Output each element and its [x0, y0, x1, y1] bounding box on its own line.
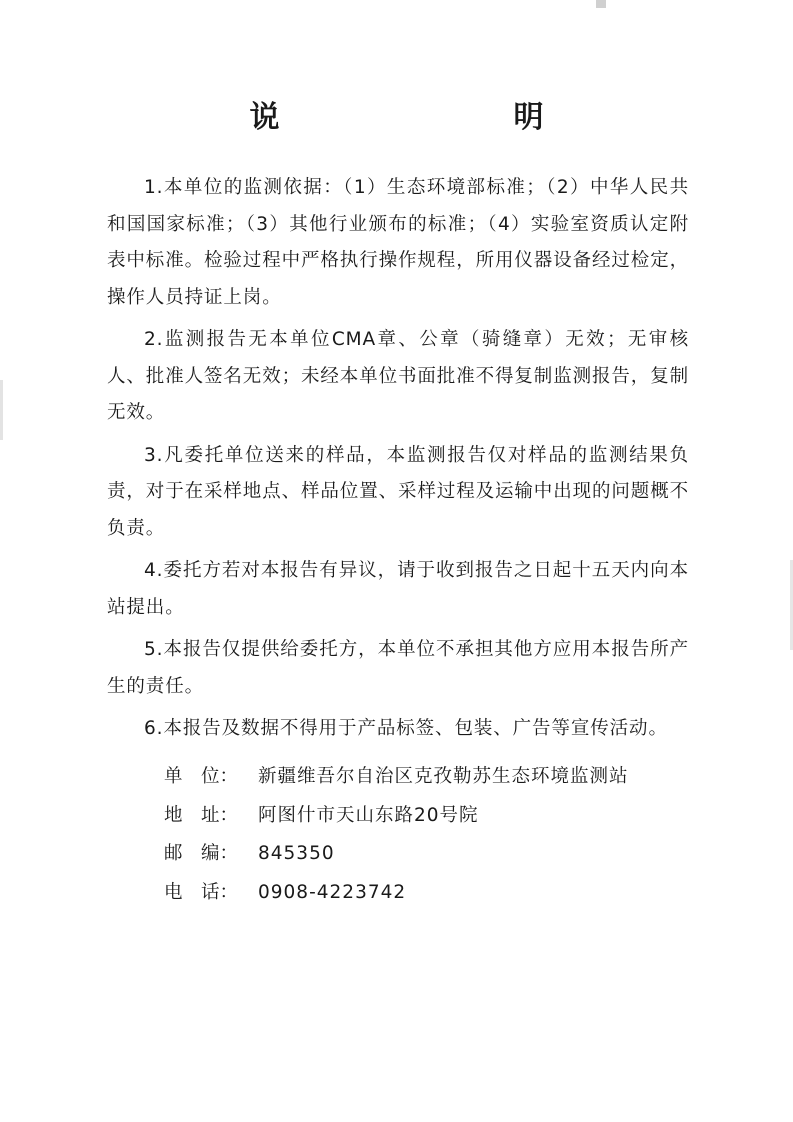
scan-artifact-top — [596, 0, 606, 8]
address-value: 阿图什市天山东路20号院 — [258, 804, 479, 826]
note-paragraph-6: 6.本报告及数据不得用于产品标签、包装、广告等宣传活动。 — [144, 718, 668, 739]
note-paragraph-3: 3.凡委托单位送来的样品，本监测报告仅对样品的监测结果负责，对于在采样地点、样品位置、采样过程及运输中出现的问题概不负责。 — [107, 444, 690, 539]
contact-row-address — [164, 797, 684, 836]
page-title: 说 明 — [249, 100, 602, 135]
unit-label: 单 位： — [164, 766, 239, 787]
contact-info — [164, 758, 684, 912]
note-paragraph-4: 4.委托方若对本报告有异议，请于收到报告之日起十五天内向本站提出。 — [107, 560, 689, 618]
scan-artifact-left — [0, 380, 3, 440]
contact-row-phone — [164, 874, 684, 913]
address-label: 地 址： — [164, 804, 239, 826]
note-paragraph-5: 5.本报告仅提供给委托方，本单位不承担其他方应用本报告所产生的责任。 — [107, 639, 689, 697]
unit-value: 新疆维吾尔自治区克孜勒苏生态环境监测站 — [258, 766, 629, 787]
note-paragraph-2: 2.监测报告无本单位CMA章、公章（骑缝章）无效；无审核人、批准人签名无效；未经本单位书面批准不得复制监测报告，复制无效。 — [107, 329, 690, 423]
notes-body — [107, 170, 689, 754]
phone-label: 电 话： — [164, 881, 239, 903]
contact-row-postcode — [164, 835, 684, 874]
note-paragraph-1: 1.本单位的监测依据：（1）生态环境部标准；（2）中华人民共和国国家标准；（3）其他行业颁布的标准；（4）实验室资质认定附表中标准。检验过程中严格执行操作规程，所用仪器设备经过检定，操作人员持证上岗。 — [107, 177, 690, 308]
postcode-label: 邮 编： — [164, 843, 239, 864]
postcode-value: 845350 — [258, 843, 335, 864]
phone-value: 0908-4223742 — [258, 881, 407, 903]
contact-row-unit — [164, 758, 684, 797]
